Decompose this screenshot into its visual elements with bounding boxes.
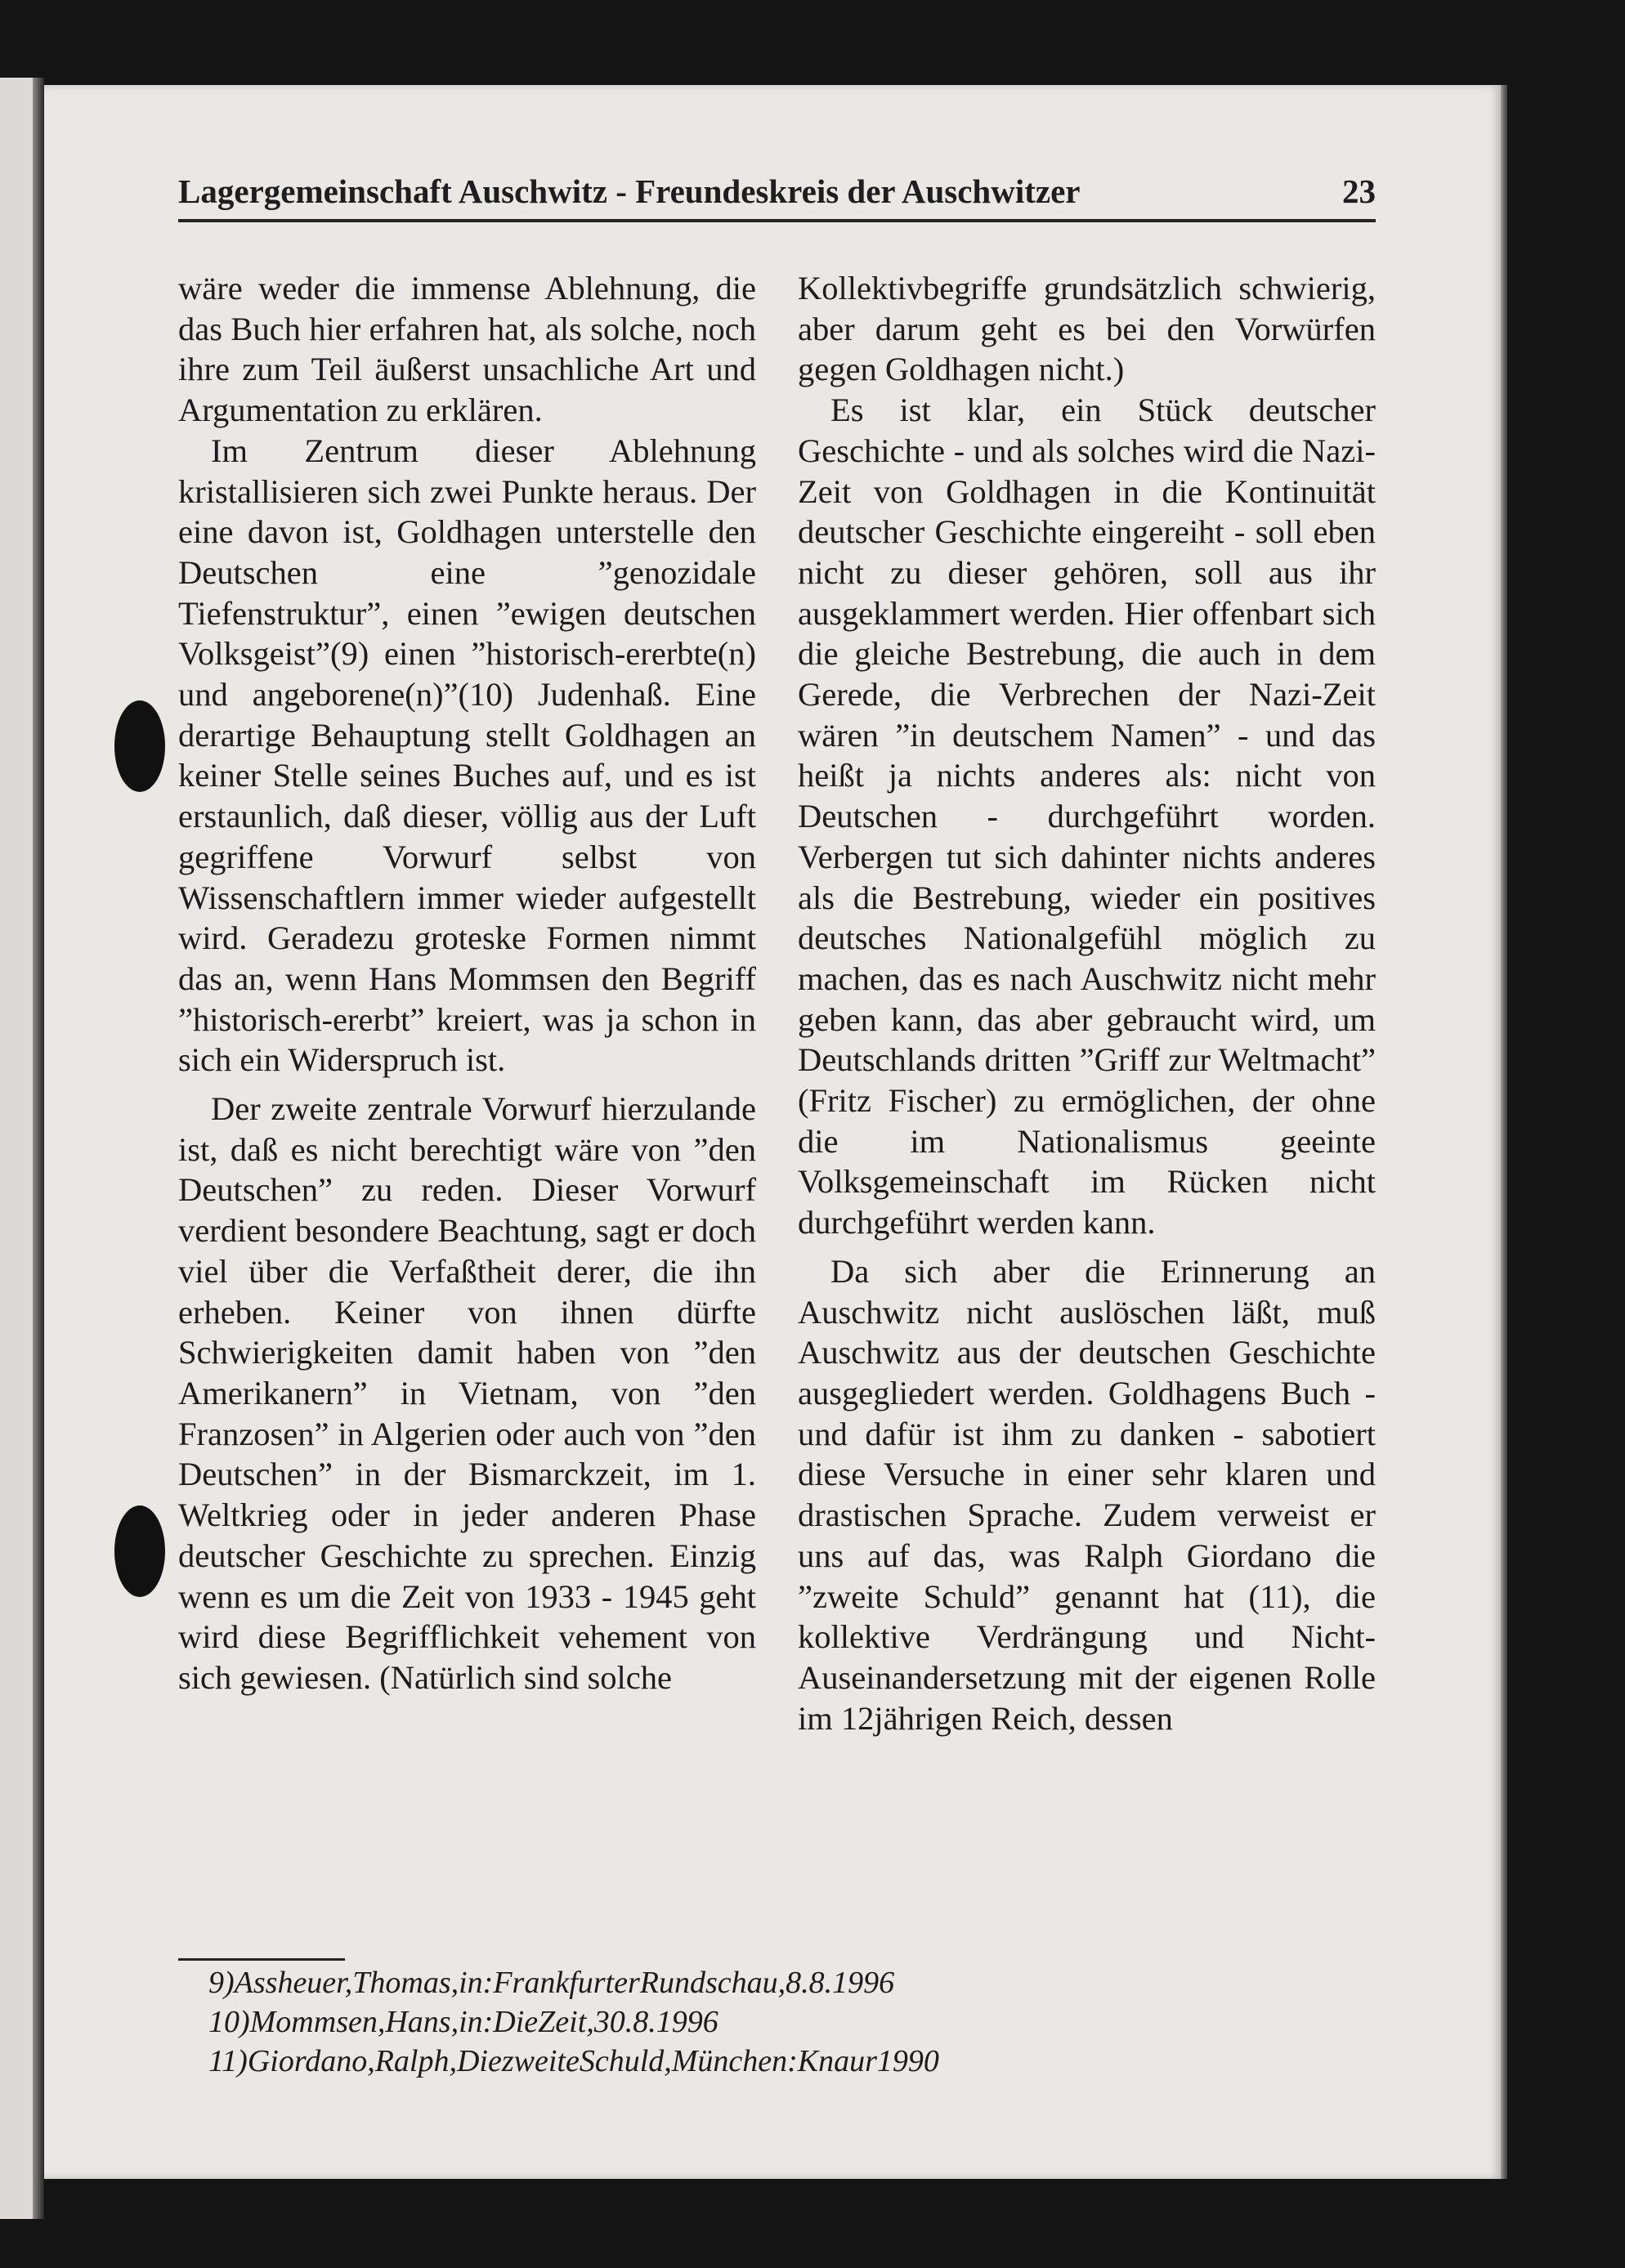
page-number: 23 — [1342, 172, 1376, 210]
adjacent-page — [0, 78, 33, 2219]
paragraph: Kollektivbegriffe grundsätzlich schwierig, aber darum geht es bei den Vorwürfen gegen Goldhagen nicht.) — [798, 270, 1376, 388]
footnote: 10)Mommsen,Hans,in:DieZeit,30.8.1996 — [208, 2005, 718, 2039]
paragraph: Da sich aber die Erinnerung an Auschwitz nicht auslöschen läßt, muß Auschwitz aus der deutschen Geschichte ausgegliedert werden. Goldhagens Buch - und dafür ist ihm zu danken - sabotiert diese Versuche in einer sehr klaren und drastischen Sprache. Zudem verweist er uns auf das, was Ralph Giordano die ”zweite Schuld” genannt hat (11), die kollektive Verdrängung und Nicht-Auseinandersetzung mit der eigenen Rolle im 12jährigen Reich, dessen — [798, 1252, 1376, 1737]
paragraph: Der zweite zentrale Vorwurf hierzulande ist, daß es nicht berechtigt wäre von ”den Deutschen” zu reden. Dieser Vorwurf verdient besondere Beachtung, sagt er doch viel über die Verfaßtheit derer, die ihn erheben. Keiner von ihnen dürfte Schwierigkeiten damit haben von ”den Amerikanern” in Vietnam, von ”den Franzosen” in Algerien oder auch von ”den Deutschen” in der Bismarckzeit, im 1. Weltkrieg oder in jeder anderen Phase deutscher Geschichte zu sprechen. Einzig wenn es um die Zeit von 1933 - 1945 geht wird diese Begrifflichkeit vehement von sich gewiesen. (Natürlich sind solche — [178, 1090, 756, 1696]
adjacent-page-edge — [33, 78, 44, 2219]
text-column-left — [178, 268, 756, 1698]
paragraph: Im Zentrum dieser Ablehnung kristallisieren sich zwei Punkte heraus. Der eine davon ist, Goldhagen unterstelle den Deutschen eine ”genozidale Tiefenstruktur”, einen ”ewigen deutschen Volksgeist”(9) einen ”historisch-ererbte(n) und angeborene(n)”(10) Judenhaß. Eine derartige Behauptung stellt Goldhagen an keiner Stelle seines Buches auf, und es ist erstaunlich, daß dieser, völlig aus der Luft gegriffene Vorwurf selbst von Wissenschaftlern immer wieder aufgestellt wird. Geradezu groteske Formen nimmt das an, wenn Hans Mommsen den Begriff ”historisch-ererbt” kreiert, was ja schon in sich ein Widerspruch ist. — [178, 432, 756, 1079]
header-rule — [178, 219, 1376, 222]
footnote: 11)Giordano,Ralph,DiezweiteSchuld,München:Knaur1990 — [208, 2044, 939, 2078]
paragraph: Es ist klar, ein Stück deutscher Geschichte - und als solches wird die Nazi-Zeit von Goldhagen in die Kontinuität deutscher Geschichte eingereiht - soll eben nicht zu dieser gehören, soll aus ihr ausgeklammert werden. Hier offenbart sich die gleiche Bestrebung, die auch in dem Gerede, die Verbrechen der Nazi-Zeit wären ”in deutschem Namen” - und das heißt ja nichts anderes als: nicht von Deutschen - durchgeführt worden. Verbergen tut sich dahinter nichts anderes als die Bestrebung, wieder ein positives deutsches Nationalgefühl möglich zu machen, das es nach Auschwitz nicht mehr geben kann, das aber gebraucht wird, um Deutschlands dritten ”Griff zur Weltmacht” (Fritz Fischer) zu ermöglichen, der ohne die im Nationalismus geeinte Volksgemeinschaft im Rücken nicht durchgeführt werden kann. — [798, 391, 1376, 1241]
running-header — [178, 168, 1376, 215]
header-title: Lagergemeinschaft Auschwitz - Freundeskreis der Auschwitzer — [178, 172, 1081, 210]
footnote: 9)Assheuer,Thomas,in:FrankfurterRundschau,8.8.1996 — [208, 1966, 895, 2000]
punch-hole-upper — [114, 700, 165, 792]
text-column-right — [798, 268, 1376, 1738]
page-edge — [1501, 85, 1507, 2179]
punch-hole-lower — [114, 1505, 165, 1597]
footnotes — [208, 1963, 1271, 2081]
paragraph: wäre weder die immense Ablehnung, die das Buch hier erfahren hat, als solche, noch ihre zum Teil äußerst unsachliche Art und Argumentation zu erklären. — [178, 270, 756, 429]
footnote-rule — [178, 1958, 345, 1961]
